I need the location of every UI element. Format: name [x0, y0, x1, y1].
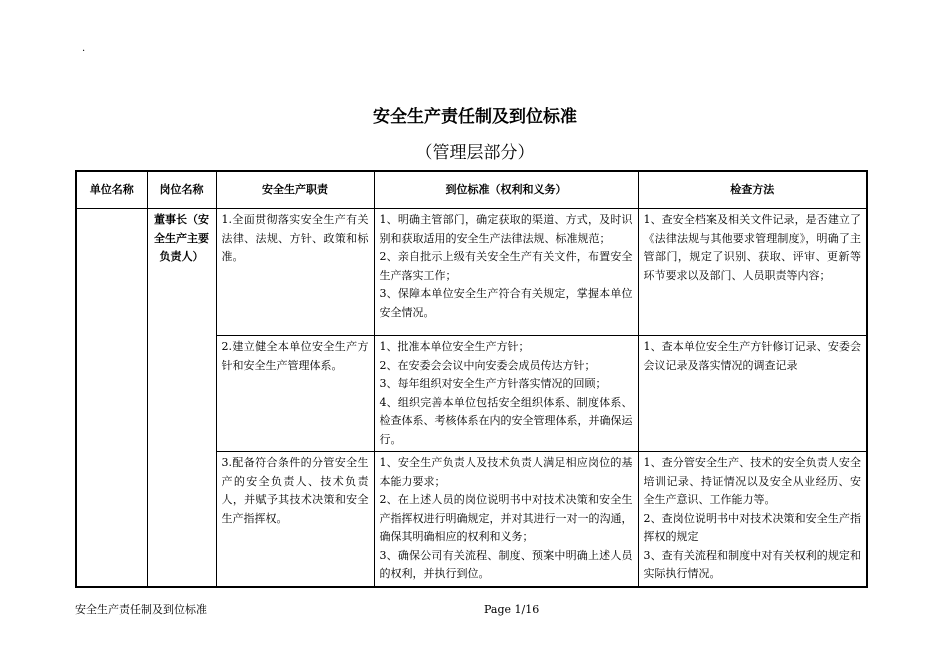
standard-item: 2、在安委会会议中向安委会成员传达方针； — [379, 358, 596, 372]
standard-item: 3、确保公司有关流程、制度、预案中明确上述人员的权利，并执行到位。 — [379, 548, 633, 580]
header-dot: . — [82, 43, 86, 54]
standard-item: 1、批准本单位安全生产方针； — [379, 340, 530, 353]
check-item: 1、查分管安全生产、技术的安全负责人安全培训记录、持证情况以及安全从业经历、安全生产意识、工作能力等。 — [643, 456, 861, 506]
header-safety-duty: 安全生产职责 — [216, 171, 374, 209]
duty-cell: 1.全面贯彻落实安全生产有关法律、法规、方针、政策和标准。 — [216, 209, 374, 336]
standard-cell — [374, 209, 638, 336]
header-standard: 到位标准（权利和义务） — [374, 171, 638, 209]
standard-cell — [374, 452, 638, 587]
standard-cell — [374, 336, 638, 452]
responsibility-table — [75, 170, 868, 588]
standard-item: 2、亲自批示上级有关安全生产有关文件，布置安全生产落实工作； — [379, 250, 633, 282]
standard-item: 4、组织完善本单位包括安全组织体系、制度体系、检查体系、考核体系在内的安全管理体系，并确保运行。 — [379, 395, 633, 446]
check-cell — [638, 336, 867, 452]
duty-cell: 3.配备符合条件的分管安全生产的安全负责人、技术负责人，并赋予其技术决策和安全生产指挥权。 — [216, 452, 374, 587]
unit-name-cell — [76, 209, 147, 587]
header-post-name: 岗位名称 — [147, 171, 216, 209]
duty-cell: 2.建立健全本单位安全生产方针和安全生产管理体系。 — [216, 336, 374, 452]
check-cell — [638, 452, 867, 587]
table-header-row — [76, 171, 867, 209]
check-cell — [638, 209, 867, 336]
footer-document-name: 安全生产责任制及到位标准 — [75, 603, 207, 616]
check-item: 2、查岗位说明书中对技术决策和安全生产指挥权的规定 — [643, 511, 861, 543]
standard-item: 3、每年组织对安全生产方针落实情况的回顾； — [379, 377, 607, 390]
standard-item: 1、安全生产负责人及技术负责人满足相应岗位的基本能力要求； — [379, 456, 633, 488]
document-subtitle: （管理层部分） — [415, 143, 535, 163]
check-item: 1、查本单位安全生产方针修订记录、安委会会议记录及落实情况的调查记录 — [643, 340, 861, 372]
header-check-method: 检查方法 — [638, 171, 867, 209]
document-title: 安全生产责任制及到位标准 — [373, 107, 577, 127]
standard-item: 1、明确主管部门，确定获取的渠道、方式，及时识别和获取适用的安全生产法律法规、标准规范； — [379, 213, 633, 245]
check-item: 3、查有关流程和制度中对有关权利的规定和实际执行情况。 — [643, 548, 861, 580]
table-row — [76, 209, 867, 336]
standard-item: 3、保障本单位安全生产符合有关规定，掌握本单位安全情况。 — [379, 287, 633, 319]
standard-item: 2、在上述人员的岗位说明书中对技术决策和安全生产指挥权进行明确规定，并对其进行一对一的沟通，确保其明确相应的权利和义务； — [379, 493, 633, 543]
header-unit-name: 单位名称 — [76, 171, 147, 209]
post-name-cell: 董事长（安全生产主要负责人） — [147, 209, 216, 587]
footer-page-number: Page 1/16 — [484, 603, 540, 616]
check-item: 1、查安全档案及相关文件记录，是否建立了《法律法规与其他要求管理制度》，明确了主管部门，规定了识别、获取、评审、更新等环节要求以及部门、人员职责等内容； — [643, 213, 861, 282]
